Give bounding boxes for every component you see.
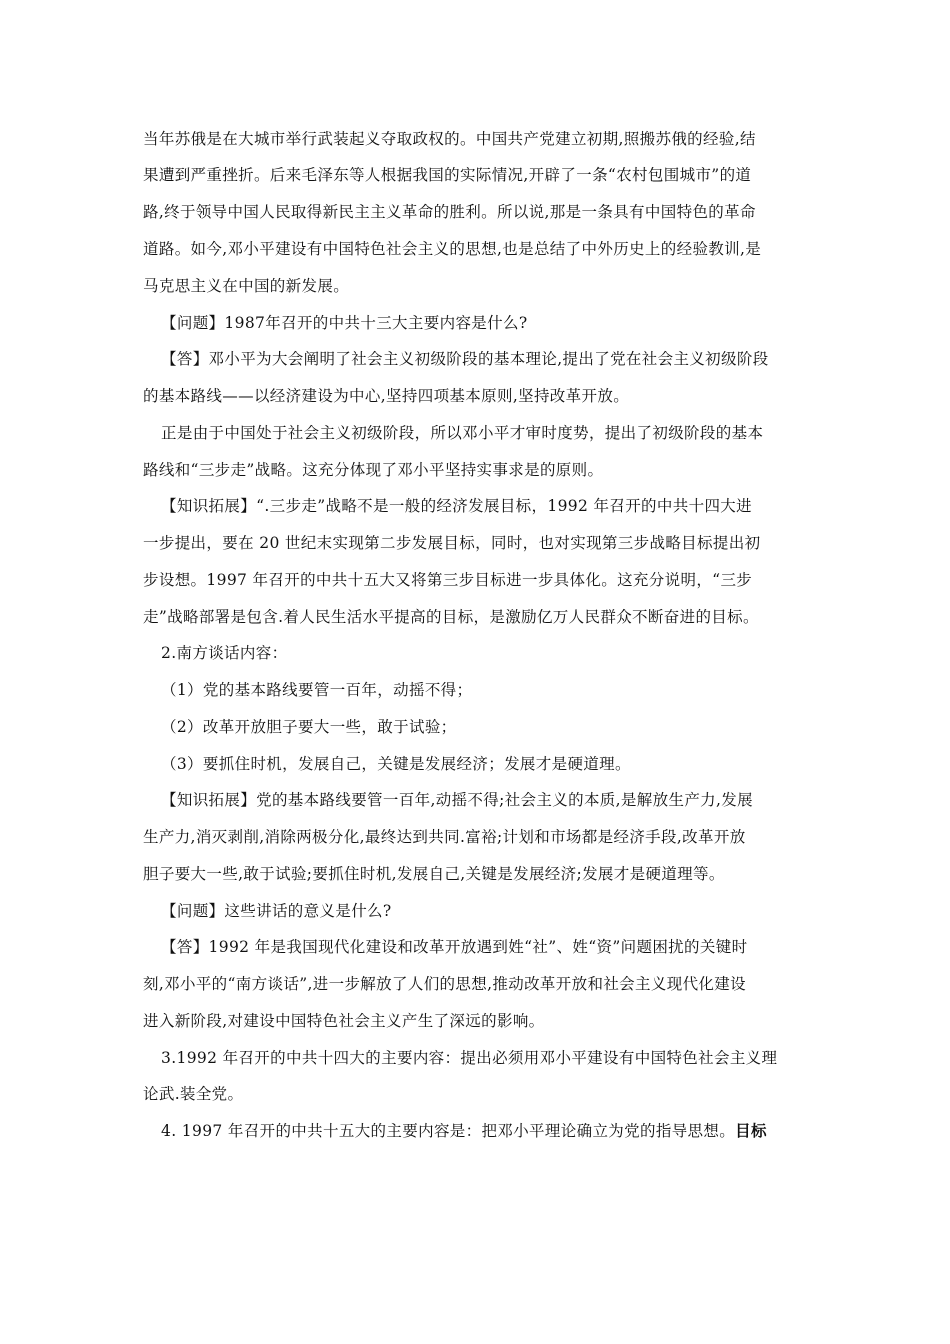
knowledge-extension-line: 胆子要大一些,敢于试验;要抓住时机,发展自己,关键是发展经济;发展才是硬道理等。 [143,865,725,883]
answer-line: 刻,邓小平的“南方谈话”,进一步解放了人们的思想,推动改革开放和社会主义现代化建设 [143,975,746,993]
list-item: （1）党的基本路线要管一百年，动摇不得； [161,681,473,699]
paragraph-line: 道路。如今,邓小平建设有中国特色社会主义的思想,也是总结了中外历史上的经验教训,是 [143,240,762,258]
knowledge-extension-line: 步设想。1997 年召开的中共十五大又将第三步目标进一步具体化。这充分说明，“三步 [143,571,753,589]
knowledge-extension-line: 走”战略部署是包含.着人民生活水平提高的目标，是激励亿万人民群众不断奋进的目标。 [143,608,759,626]
paragraph-line [161,1121,767,1141]
question-line: 【问题】1987年召开的中共十三大主要内容是什么? [161,314,528,332]
list-item: （2）改革开放胆子要大一些，敢于试验； [161,718,457,736]
answer-line: 进入新阶段,对建设中国特色社会主义产生了深远的影响。 [143,1012,545,1030]
knowledge-extension-line: 生产力,消灭剥削,消除两极分化,最终达到共同.富裕;计划和市场都是经济手段,改革开放 [143,828,746,846]
answer-line: 的基本路线——以经济建设为中心,坚持四项基本原则,坚持改革开放。 [143,387,630,405]
answer-line: 【答】邓小平为大会阐明了社会主义初级阶段的基本理论,提出了党在社会主义初级阶段 [161,350,769,368]
paragraph-line: 论武.装全党。 [143,1085,244,1103]
paragraph-text: 4. 1997 年召开的中共十五大的主要内容是：把邓小平理论确立为党的指导思想。 [161,1122,736,1140]
paragraph-line: 路线和“三步走”战略。这充分体现了邓小平坚持实事求是的原则。 [143,461,604,479]
list-item: （3）要抓住时机，发展自己，关键是发展经济；发展才是硬道理。 [161,755,631,773]
paragraph-line: 果遭到严重挫折。后来毛泽东等人根据我国的实际情况,开辟了一条“农村包围城市”的道 [143,166,752,184]
knowledge-extension-line: 【知识拓展】“.三步走”战略不是一般的经济发展目标，1992 年召开的中共十四大进 [161,497,753,515]
paragraph-line: 当年苏俄是在大城市举行武装起义夺取政权的。中国共产党建立初期,照搬苏俄的经验,结 [143,130,756,148]
paragraph-line: 马克思主义在中国的新发展。 [143,277,350,295]
knowledge-extension-line: 一步提出，要在 20 世纪末实现第二步发展目标，同时，也对实现第三步战略目标提出初 [143,534,761,552]
section-heading: 2.南方谈话内容： [161,644,288,662]
knowledge-extension-line: 【知识拓展】党的基本路线要管一百年,动摇不得;社会主义的本质,是解放生产力,发展 [161,791,754,809]
paragraph-line: 路,终于领导中国人民取得新民主主义革命的胜利。所以说,那是一条具有中国特色的革命 [143,203,756,221]
bold-term: 目标 [735,1121,767,1140]
answer-line: 【答】1992 年是我国现代化建设和改革开放遇到姓“社”、姓“资”问题困扰的关键时 [161,938,748,956]
question-line: 【问题】这些讲话的意义是什么? [161,902,392,920]
paragraph-line: 3.1992 年召开的中共十四大的主要内容：提出必须用邓小平建设有中国特色社会主义理 [161,1049,778,1067]
paragraph-line: 正是由于中国处于社会主义初级阶段，所以邓小平才审时度势，提出了初级阶段的基本 [161,424,764,442]
